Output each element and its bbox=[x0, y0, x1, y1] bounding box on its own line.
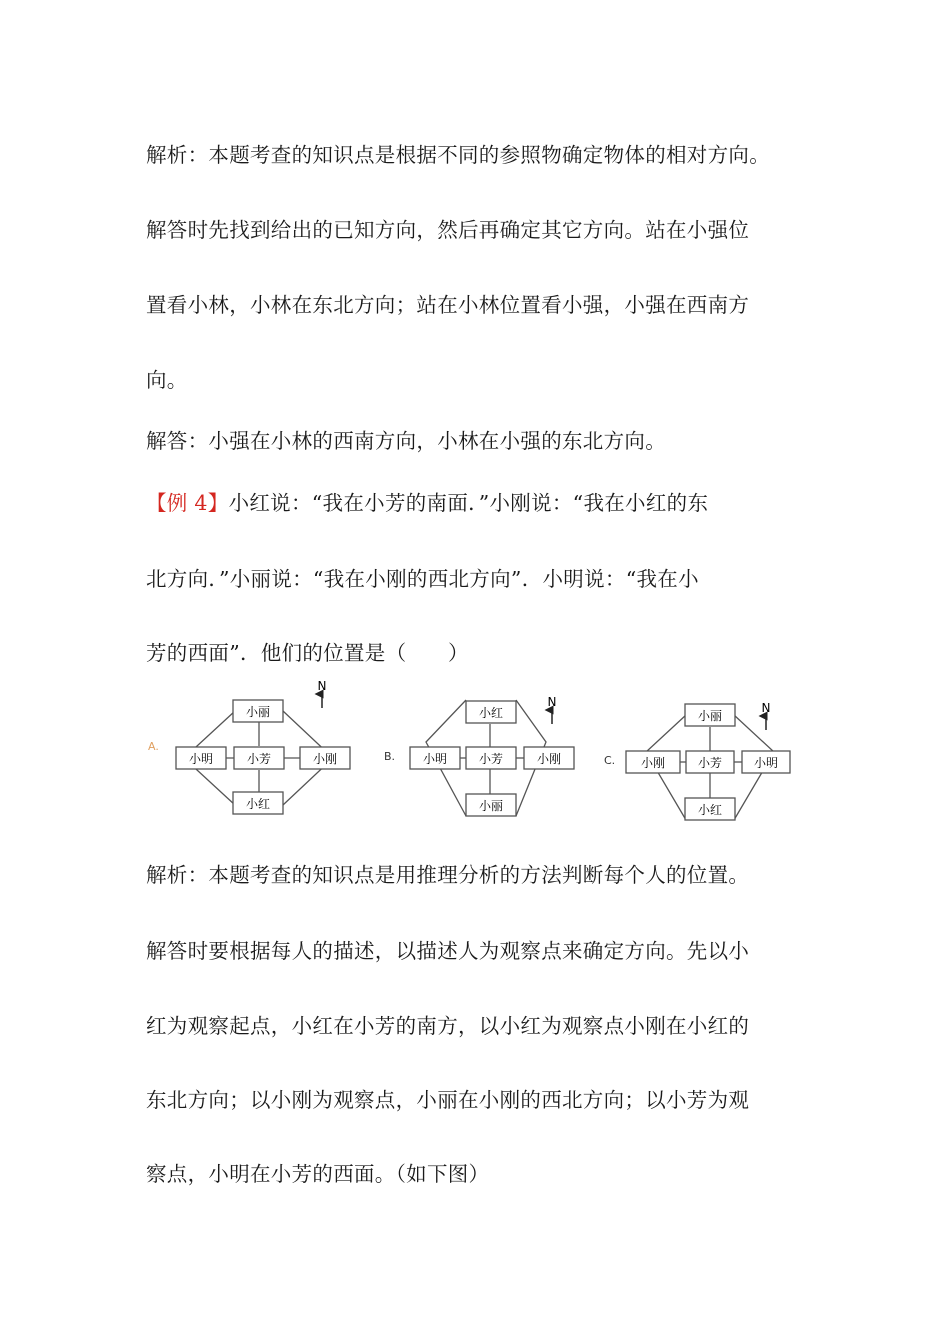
option-b-center: 小芳 bbox=[478, 752, 504, 766]
option-b-right: 小刚 bbox=[536, 752, 562, 766]
option-b-north-label: N bbox=[547, 695, 557, 709]
option-c-label: C. bbox=[604, 754, 616, 767]
option-b-left: 小明 bbox=[422, 752, 448, 766]
option-c-left: 小刚 bbox=[640, 756, 666, 770]
option-a-bottom: 小红 bbox=[245, 797, 271, 811]
option-a-center: 小芳 bbox=[246, 752, 272, 766]
option-a-north-label: N bbox=[317, 679, 327, 693]
example-tag: 【例 4】 bbox=[146, 491, 229, 515]
option-a-right: 小刚 bbox=[312, 752, 338, 766]
options-figure bbox=[140, 672, 820, 832]
analysis-line-3: 置看小林，小林在东北方向；站在小林位置看小强，小强在西南方 bbox=[146, 293, 750, 317]
option-b-label: B. bbox=[384, 750, 396, 763]
solution-line-2: 解答时要根据每人的描述，以描述人为观察点来确定方向。先以小 bbox=[146, 939, 750, 963]
option-c-top: 小丽 bbox=[697, 709, 723, 723]
analysis-line-4: 向。 bbox=[146, 368, 188, 392]
option-c-right: 小明 bbox=[753, 756, 779, 770]
example-4-line-1 bbox=[146, 486, 708, 516]
solution-line-1: 解析：本题考查的知识点是用推理分析的方法判断每个人的位置。 bbox=[146, 863, 750, 887]
analysis-line-2: 解答时先找到给出的已知方向，然后再确定其它方向。站在小强位 bbox=[146, 218, 750, 242]
example-text: 小红说：“我在小芳的南面．”小刚说：“我在小红的东 bbox=[228, 491, 709, 515]
solution-line-5: 察点，小明在小芳的西面。（如下图） bbox=[146, 1162, 490, 1186]
option-b-top: 小红 bbox=[478, 706, 504, 720]
option-c-center: 小芳 bbox=[697, 756, 723, 770]
example-4-line-3: 芳的西面”．他们的位置是（ ） bbox=[146, 641, 469, 665]
answer-line: 解答：小强在小林的西南方向，小林在小强的东北方向。 bbox=[146, 429, 666, 453]
solution-line-3: 红为观察起点，小红在小芳的南方，以小红为观察点小刚在小红的 bbox=[146, 1014, 750, 1038]
option-b-bottom: 小丽 bbox=[478, 799, 504, 813]
option-c-bottom: 小红 bbox=[697, 803, 723, 817]
solution-line-4: 东北方向；以小刚为观察点，小丽在小刚的西北方向；以小芳为观 bbox=[146, 1088, 750, 1112]
example-4-line-2: 北方向．”小丽说：“我在小刚的西北方向”．小明说：“我在小 bbox=[146, 567, 699, 591]
option-a-top: 小丽 bbox=[245, 705, 271, 719]
option-a-label: A. bbox=[148, 740, 159, 753]
option-a-left: 小明 bbox=[188, 752, 214, 766]
analysis-line-1: 解析：本题考查的知识点是根据不同的参照物确定物体的相对方向。 bbox=[146, 143, 770, 167]
option-c-north-label: N bbox=[761, 701, 771, 715]
